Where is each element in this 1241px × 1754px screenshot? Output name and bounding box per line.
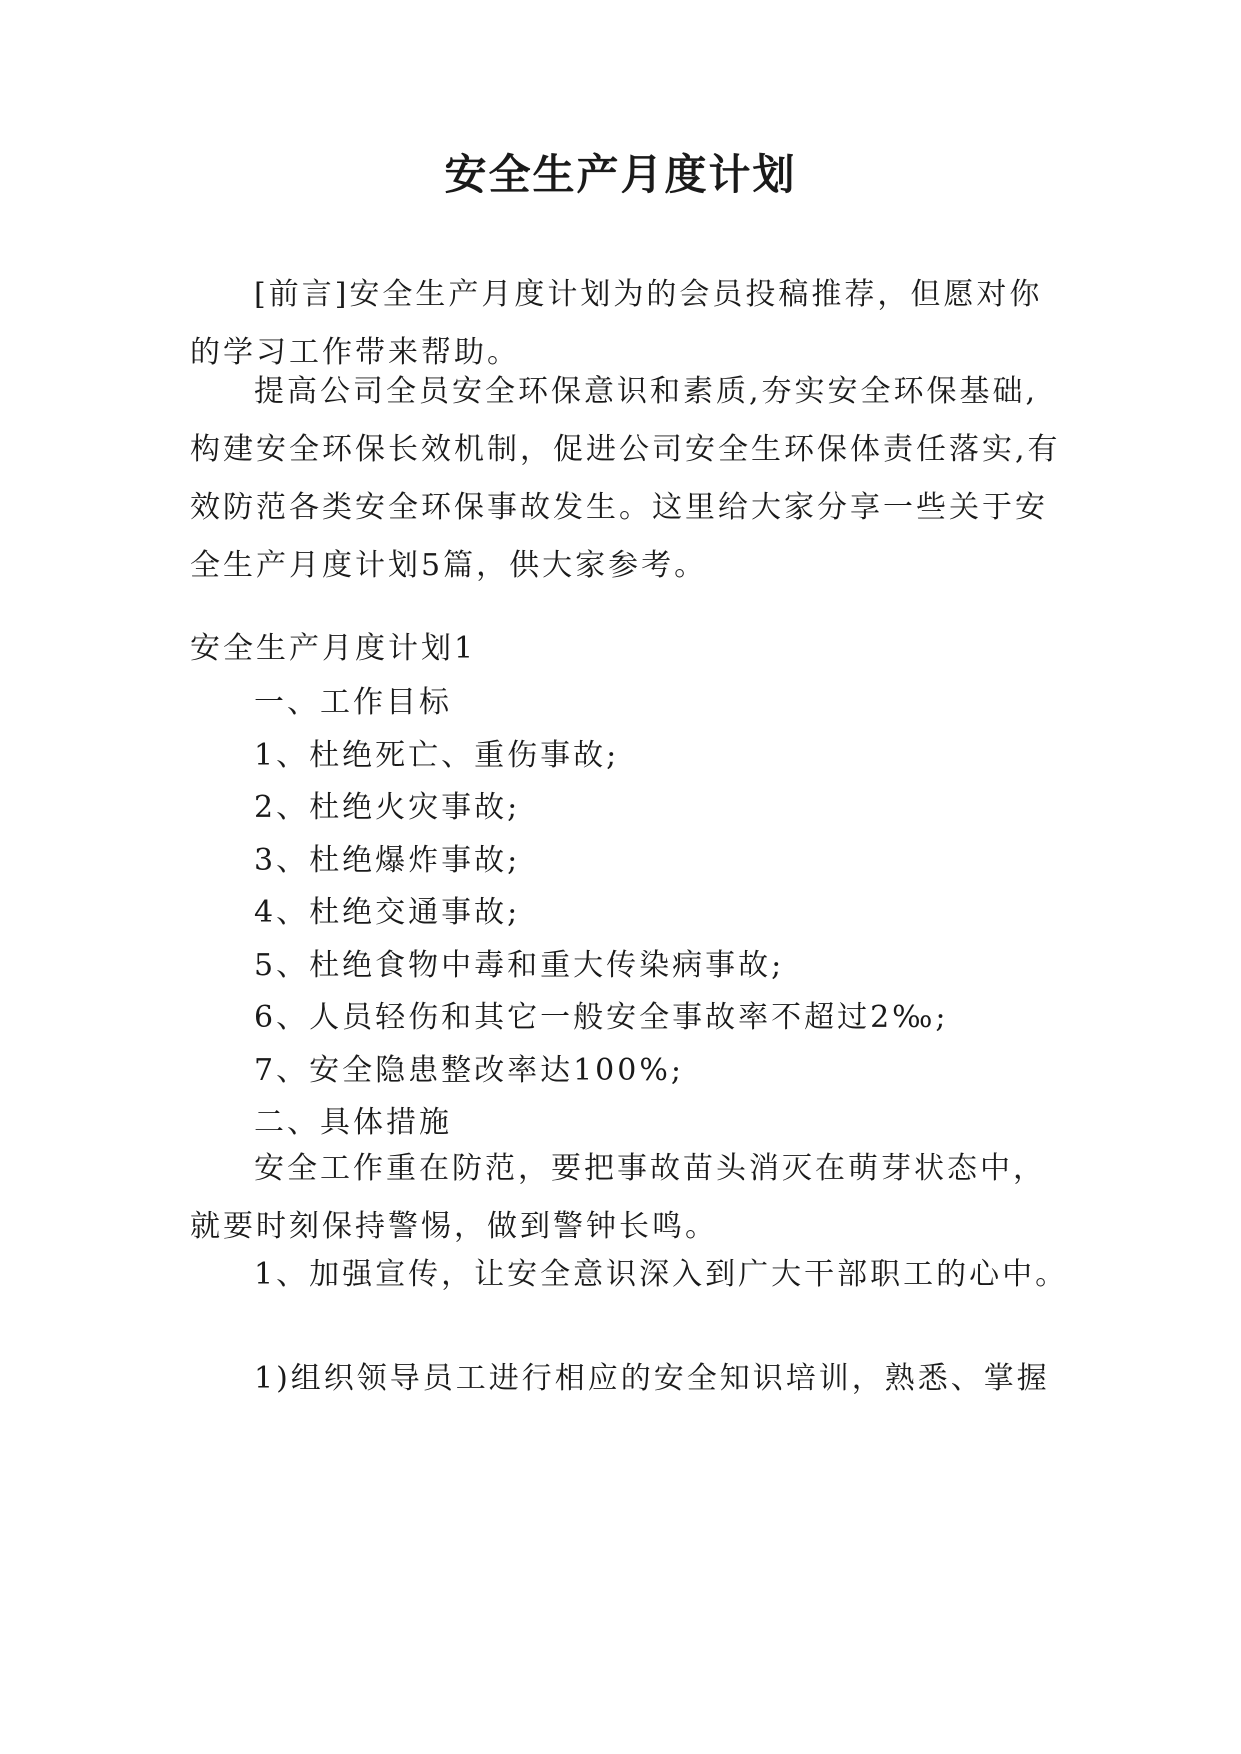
- heading-measures: 二、具体措施: [254, 1105, 452, 1140]
- goal-item: 3、杜绝爆炸事故;: [254, 843, 521, 878]
- goal-item: 5、杜绝食物中毒和重大传染病事故;: [254, 948, 785, 983]
- measures-intro-paragraph: 安全工作重在防范，要把事故苗头消灭在萌芽状态中，就要时刻保持警惕，做到警钟长鸣。: [190, 1151, 1046, 1244]
- goal-item: 2、杜绝火灾事故;: [254, 790, 521, 825]
- preface-paragraph: [前言]安全生产月度计划为的会员投稿推荐，但愿对你的学习工作带来帮助。: [190, 277, 1043, 370]
- measure-subitem: 1)组织领导员工进行相应的安全知识培训，熟悉、掌握: [254, 1361, 1050, 1396]
- document-title: 安全生产月度计划: [444, 150, 797, 199]
- section-title: 安全生产月度计划1: [190, 631, 477, 666]
- measure-item: 1、加强宣传，让安全意识深入到广大干部职工的心中。: [254, 1257, 1069, 1292]
- heading-work-goals: 一、工作目标: [254, 685, 452, 720]
- goal-item: 6、人员轻伤和其它一般安全事故率不超过2‰;: [254, 1000, 949, 1035]
- goal-item: 1、杜绝死亡、重伤事故;: [254, 738, 620, 773]
- goal-item: 7、安全隐患整改率达100%;: [254, 1053, 684, 1088]
- intro-paragraph: 提高公司全员安全环保意识和素质,夯实安全环保基础,构建安全环保长效机制，促进公司安全生环保体责任落实,有效防范各类安全环保事故发生。这里给大家分享一些关于安全生产月度计划5篇，供大家参考。: [190, 374, 1061, 583]
- goal-item: 4、杜绝交通事故;: [254, 895, 521, 930]
